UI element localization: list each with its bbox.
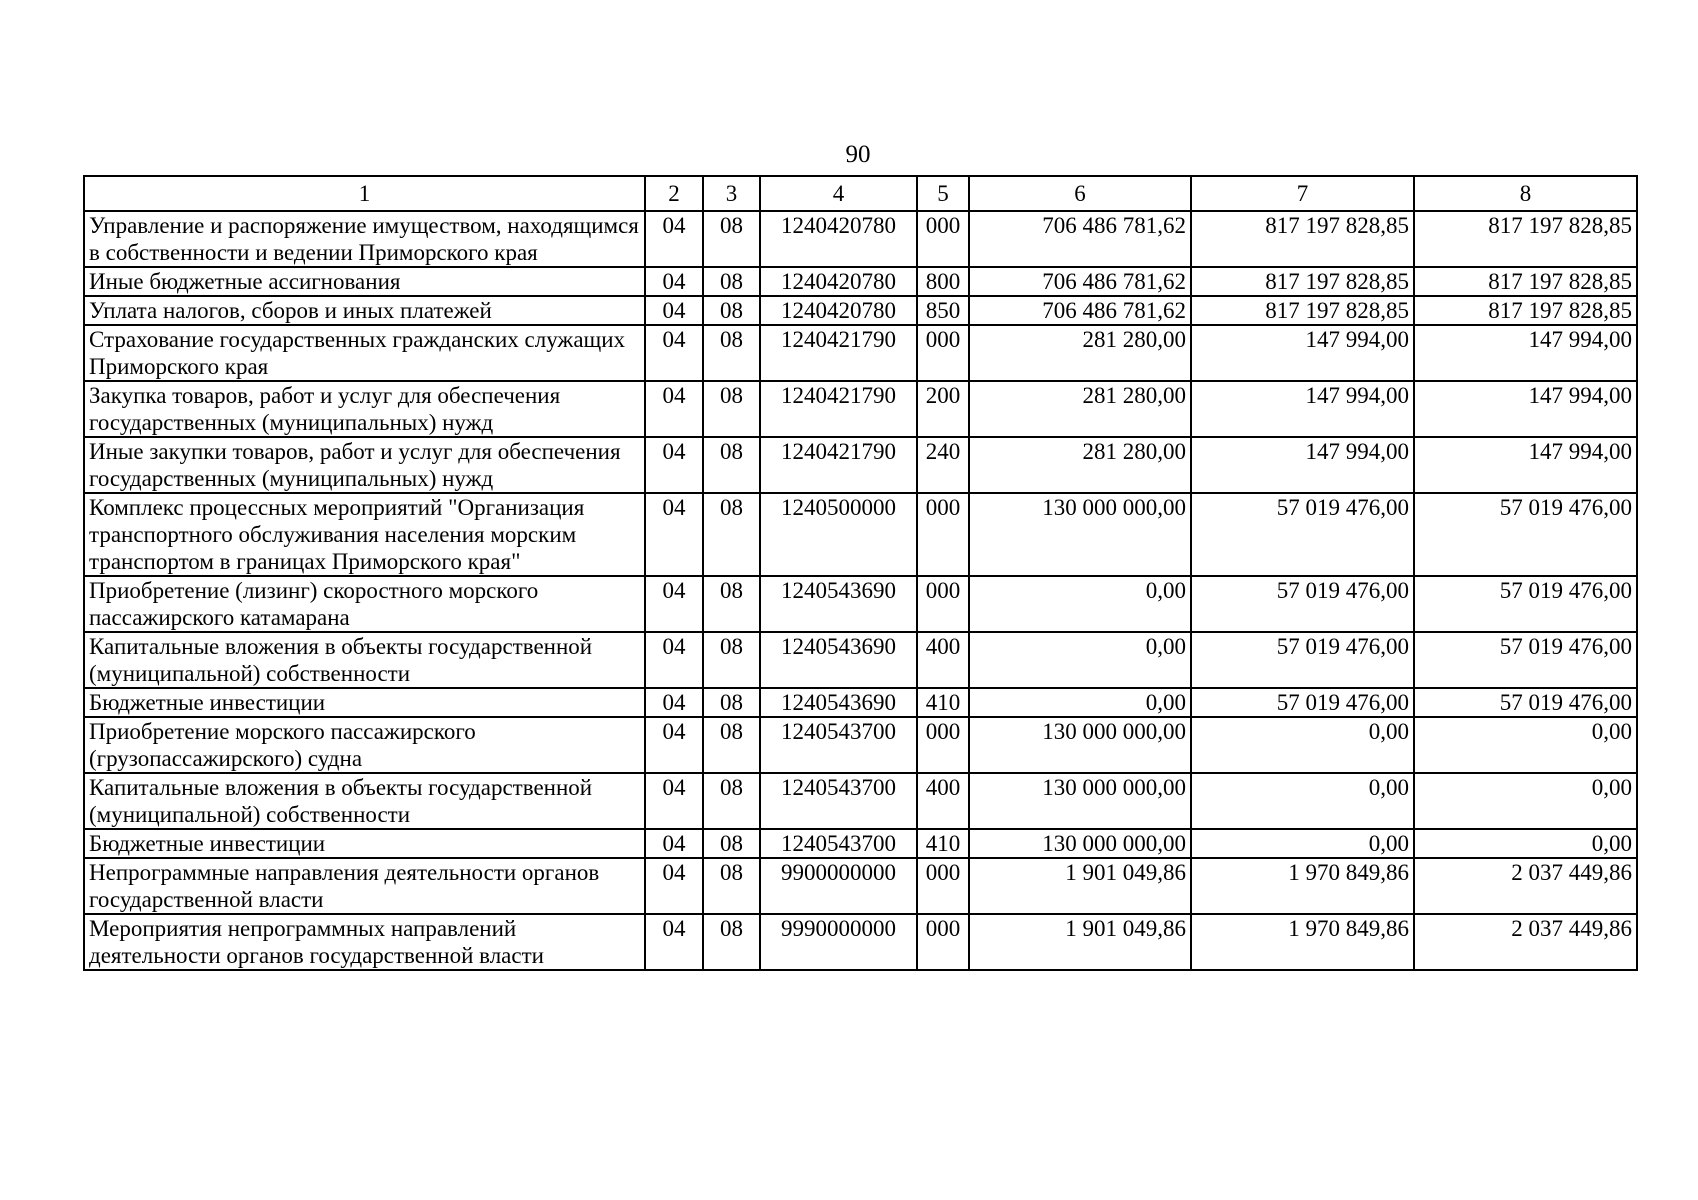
amount-col-8: 817 197 828,85 [1414, 211, 1637, 267]
amount-col-7: 1 970 849,86 [1191, 914, 1414, 970]
amount-col-8: 817 197 828,85 [1414, 267, 1637, 296]
amount-col-6: 706 486 781,62 [969, 267, 1191, 296]
row-name: Мероприятия непрограммных направлений деятельности органов государственной власти [84, 914, 645, 970]
subsection-code: 08 [703, 773, 760, 829]
amount-col-6: 706 486 781,62 [969, 211, 1191, 267]
section-code: 04 [645, 296, 703, 325]
table-row [84, 829, 1637, 858]
row-name: Управление и распоряжение имуществом, находящимся в собственности и ведении Приморского края [84, 211, 645, 267]
amount-col-6: 706 486 781,62 [969, 296, 1191, 325]
target-article-code: 1240543690 [760, 688, 917, 717]
amount-col-6: 281 280,00 [969, 381, 1191, 437]
amount-col-6: 0,00 [969, 576, 1191, 632]
section-code: 04 [645, 381, 703, 437]
subsection-code: 08 [703, 325, 760, 381]
table-row [84, 576, 1637, 632]
amount-col-7: 817 197 828,85 [1191, 211, 1414, 267]
table-row [84, 914, 1637, 970]
section-code: 04 [645, 717, 703, 773]
column-header: 3 [703, 176, 760, 211]
subsection-code: 08 [703, 437, 760, 493]
row-name: Страхование государственных гражданских служащих Приморского края [84, 325, 645, 381]
expense-type-code: 400 [917, 773, 969, 829]
target-article-code: 1240420780 [760, 296, 917, 325]
amount-col-6: 130 000 000,00 [969, 773, 1191, 829]
amount-col-6: 130 000 000,00 [969, 829, 1191, 858]
table-row [84, 688, 1637, 717]
target-article-code: 1240500000 [760, 493, 917, 576]
amount-col-7: 57 019 476,00 [1191, 493, 1414, 576]
column-header: 1 [84, 176, 645, 211]
amount-col-7: 57 019 476,00 [1191, 576, 1414, 632]
table-row [84, 381, 1637, 437]
table-row [84, 325, 1637, 381]
amount-col-7: 817 197 828,85 [1191, 267, 1414, 296]
target-article-code: 1240543700 [760, 773, 917, 829]
table-row [84, 858, 1637, 914]
subsection-code: 08 [703, 914, 760, 970]
expense-type-code: 000 [917, 211, 969, 267]
amount-col-8: 57 019 476,00 [1414, 688, 1637, 717]
table-row [84, 296, 1637, 325]
target-article-code: 1240420780 [760, 211, 917, 267]
amount-col-7: 147 994,00 [1191, 437, 1414, 493]
target-article-code: 1240543700 [760, 717, 917, 773]
amount-col-7: 0,00 [1191, 773, 1414, 829]
amount-col-6: 0,00 [969, 632, 1191, 688]
table-row [84, 773, 1637, 829]
section-code: 04 [645, 688, 703, 717]
amount-col-8: 57 019 476,00 [1414, 493, 1637, 576]
amount-col-7: 0,00 [1191, 829, 1414, 858]
table-row [84, 437, 1637, 493]
target-article-code: 9900000000 [760, 858, 917, 914]
subsection-code: 08 [703, 576, 760, 632]
budget-table [83, 175, 1638, 971]
amount-col-6: 281 280,00 [969, 437, 1191, 493]
amount-col-7: 0,00 [1191, 717, 1414, 773]
amount-col-8: 2 037 449,86 [1414, 858, 1637, 914]
target-article-code: 1240421790 [760, 381, 917, 437]
section-code: 04 [645, 773, 703, 829]
expense-type-code: 800 [917, 267, 969, 296]
target-article-code: 1240543690 [760, 632, 917, 688]
target-article-code: 9990000000 [760, 914, 917, 970]
column-header: 2 [645, 176, 703, 211]
subsection-code: 08 [703, 688, 760, 717]
expense-type-code: 410 [917, 688, 969, 717]
amount-col-8: 0,00 [1414, 829, 1637, 858]
row-name: Уплата налогов, сборов и иных платежей [84, 296, 645, 325]
section-code: 04 [645, 829, 703, 858]
amount-col-8: 57 019 476,00 [1414, 576, 1637, 632]
header-row [84, 176, 1637, 211]
amount-col-6: 1 901 049,86 [969, 858, 1191, 914]
section-code: 04 [645, 858, 703, 914]
amount-col-7: 57 019 476,00 [1191, 632, 1414, 688]
amount-col-8: 147 994,00 [1414, 437, 1637, 493]
column-header: 6 [969, 176, 1191, 211]
target-article-code: 1240421790 [760, 325, 917, 381]
subsection-code: 08 [703, 267, 760, 296]
amount-col-6: 130 000 000,00 [969, 493, 1191, 576]
row-name: Непрограммные направления деятельности органов государственной власти [84, 858, 645, 914]
section-code: 04 [645, 325, 703, 381]
amount-col-8: 2 037 449,86 [1414, 914, 1637, 970]
section-code: 04 [645, 211, 703, 267]
row-name: Иные бюджетные ассигнования [84, 267, 645, 296]
column-header: 4 [760, 176, 917, 211]
row-name: Капитальные вложения в объекты государственной (муниципальной) собственности [84, 773, 645, 829]
amount-col-8: 0,00 [1414, 717, 1637, 773]
expense-type-code: 000 [917, 717, 969, 773]
amount-col-6: 281 280,00 [969, 325, 1191, 381]
expense-type-code: 000 [917, 325, 969, 381]
amount-col-8: 0,00 [1414, 773, 1637, 829]
amount-col-6: 1 901 049,86 [969, 914, 1191, 970]
subsection-code: 08 [703, 858, 760, 914]
amount-col-7: 1 970 849,86 [1191, 858, 1414, 914]
expense-type-code: 850 [917, 296, 969, 325]
section-code: 04 [645, 632, 703, 688]
row-name: Приобретение морского пассажирского (грузопассажирского) судна [84, 717, 645, 773]
expense-type-code: 000 [917, 493, 969, 576]
subsection-code: 08 [703, 493, 760, 576]
row-name: Комплекс процессных мероприятий "Организация транспортного обслуживания населения морским транспортом в границах Приморского края" [84, 493, 645, 576]
expense-type-code: 400 [917, 632, 969, 688]
amount-col-7: 147 994,00 [1191, 325, 1414, 381]
expense-type-code: 000 [917, 858, 969, 914]
table-row [84, 493, 1637, 576]
subsection-code: 08 [703, 717, 760, 773]
amount-col-7: 817 197 828,85 [1191, 296, 1414, 325]
column-header: 7 [1191, 176, 1414, 211]
section-code: 04 [645, 267, 703, 296]
target-article-code: 1240543690 [760, 576, 917, 632]
row-name: Иные закупки товаров, работ и услуг для обеспечения государственных (муниципальных) нужд [84, 437, 645, 493]
amount-col-8: 817 197 828,85 [1414, 296, 1637, 325]
expense-type-code: 200 [917, 381, 969, 437]
expense-type-code: 000 [917, 576, 969, 632]
subsection-code: 08 [703, 296, 760, 325]
row-name: Капитальные вложения в объекты государственной (муниципальной) собственности [84, 632, 645, 688]
row-name: Бюджетные инвестиции [84, 829, 645, 858]
table-row [84, 267, 1637, 296]
section-code: 04 [645, 914, 703, 970]
subsection-code: 08 [703, 632, 760, 688]
page-number: 90 [845, 141, 871, 168]
amount-col-7: 57 019 476,00 [1191, 688, 1414, 717]
expense-type-code: 000 [917, 914, 969, 970]
column-header: 8 [1414, 176, 1637, 211]
row-name: Бюджетные инвестиции [84, 688, 645, 717]
subsection-code: 08 [703, 829, 760, 858]
amount-col-6: 0,00 [969, 688, 1191, 717]
amount-col-6: 130 000 000,00 [969, 717, 1191, 773]
section-code: 04 [645, 493, 703, 576]
subsection-code: 08 [703, 211, 760, 267]
expense-type-code: 240 [917, 437, 969, 493]
target-article-code: 1240543700 [760, 829, 917, 858]
amount-col-8: 147 994,00 [1414, 381, 1637, 437]
amount-col-7: 147 994,00 [1191, 381, 1414, 437]
target-article-code: 1240421790 [760, 437, 917, 493]
amount-col-8: 147 994,00 [1414, 325, 1637, 381]
amount-col-8: 57 019 476,00 [1414, 632, 1637, 688]
section-code: 04 [645, 437, 703, 493]
subsection-code: 08 [703, 381, 760, 437]
row-name: Закупка товаров, работ и услуг для обеспечения государственных (муниципальных) нужд [84, 381, 645, 437]
column-header: 5 [917, 176, 969, 211]
target-article-code: 1240420780 [760, 267, 917, 296]
table-row [84, 717, 1637, 773]
section-code: 04 [645, 576, 703, 632]
table-row [84, 211, 1637, 267]
row-name: Приобретение (лизинг) скоростного морского пассажирского катамарана [84, 576, 645, 632]
expense-type-code: 410 [917, 829, 969, 858]
table-row [84, 632, 1637, 688]
